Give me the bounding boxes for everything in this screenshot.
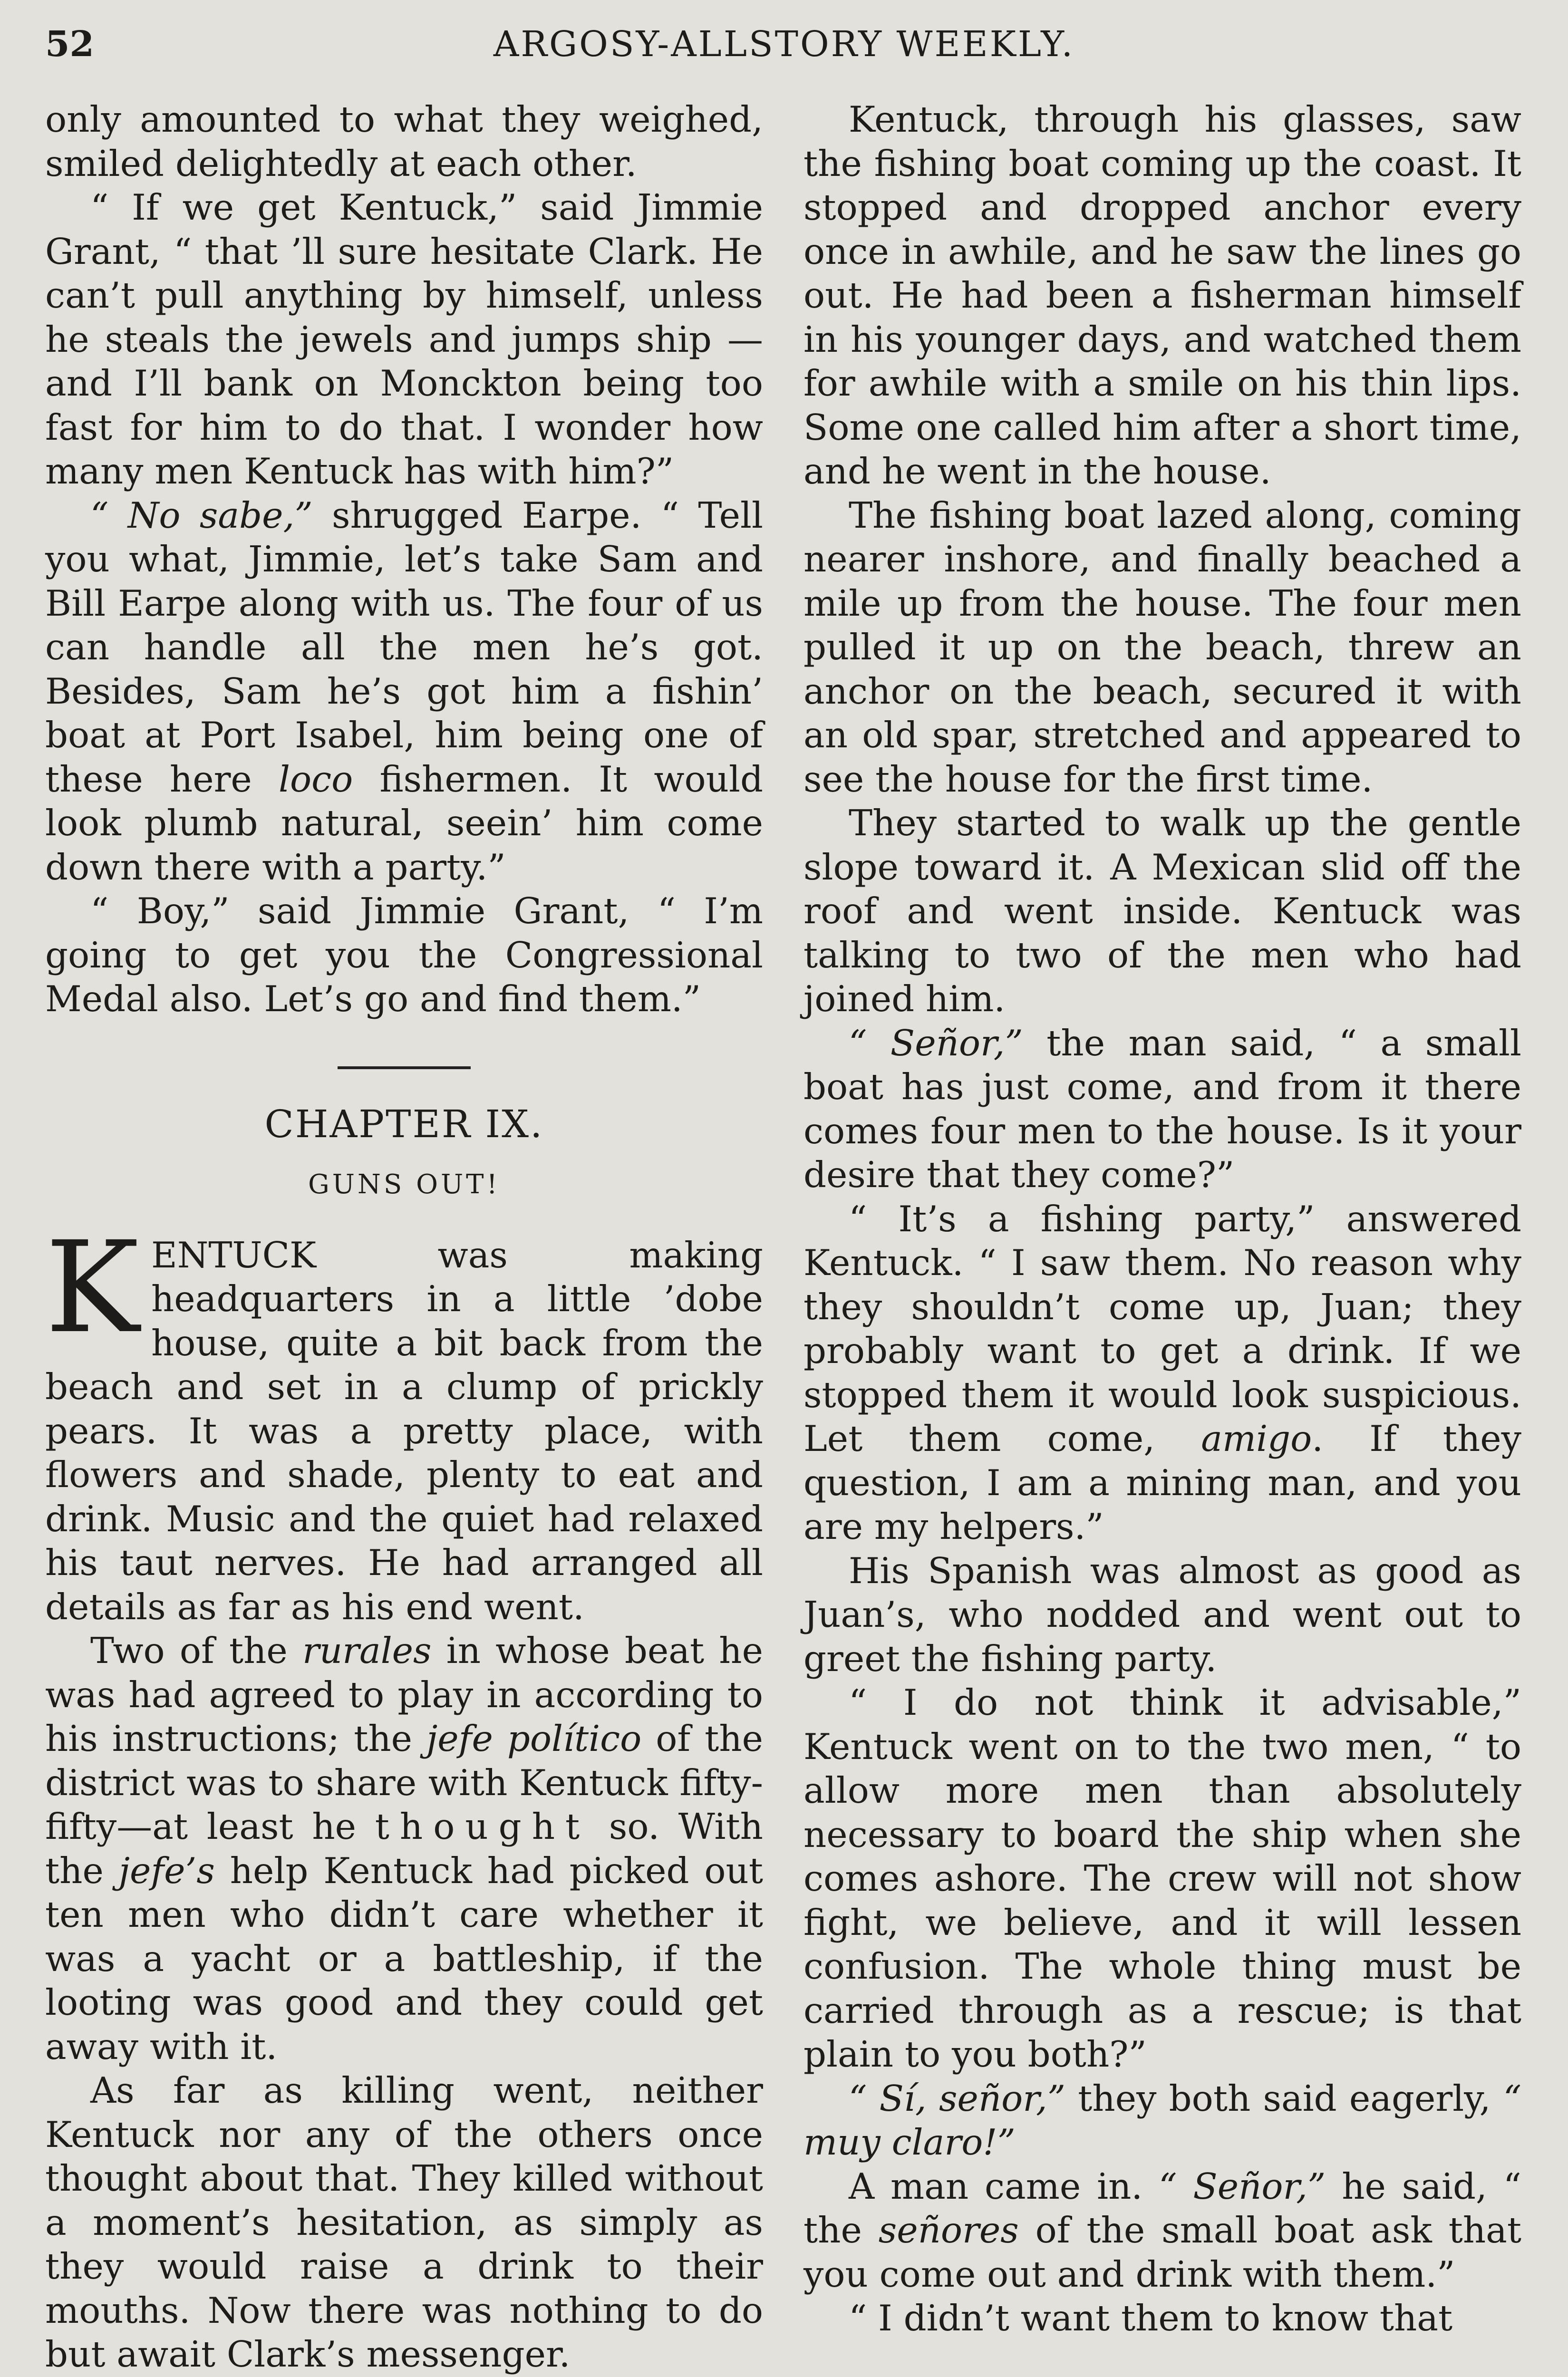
text-run: he said, “ the [803,2165,1522,2251]
italic-text: “ muy claro!” [803,2077,1521,2163]
magazine-title: ARGOSY-ALLSTORY WEEKLY. [493,24,1075,65]
text-run: shrugged Earpe. “ Tell you what, Jimmie, let’s take Sam and Bill Earpe along with us. The four of us can handle all the men he’s got. Besides, Sam he’s got him a fishin’ boat at Port Isabel, him being one of these here [45,494,763,800]
paragraph: only amounted to what they weighed, smiled delightedly at each other. [45,98,763,184]
italic-text: “ Señor,” [849,1022,1023,1064]
right-column [803,97,1521,2340]
section-divider [338,1066,471,1069]
paragraph [45,1214,763,1629]
paragraph [803,2077,1521,2164]
italic-text: loco [279,758,353,800]
paragraph: His Spanish was almost as good as Juan’s, who nodded and went out to greet the fishing party. [803,1549,1521,1680]
page-header [45,9,1523,80]
italic-text: jefe político [426,1718,642,1759]
text-run: of the small boat ask that you come out and drink with them.” [803,2209,1521,2295]
italic-text: señores [878,2209,1019,2251]
paragraph: “ If we get Kentuck,” said Jimmie Grant, “ that ’ll sure hesitate Clark. He can’t pull anything by himself, unless he steals the jewels and jumps ship —and I’ll bank on Monckton being too fast for him to do that. I wonder how many men Kentuck has with him?” [45,186,763,492]
spaced-text: thought [375,1806,590,1847]
paragraph: “ I do not think it advisable,” Kentuck went on to the two men, “ to allow more men than absolutely necessary to board the ship when she comes ashore. The crew will not show fight, we believe, and it will lessen confusion. The whole thing must be carried through as a rescue; is that plain to you both?” [803,1681,1521,2075]
italic-text: jefe’s [118,1849,215,1892]
italic-text: rurales [302,1630,432,1672]
text-run: Two of the [90,1630,302,1672]
paragraph: They started to walk up the gentle slope toward it. A Mexican slid off the roof and went inside. Kentuck was talking to two of the men who had joined him. [803,802,1521,1020]
text-run: in whose beat he was had agreed to play in according to his instructions; the [45,1630,763,1759]
text-run: “ It’s a fishing party,” answered Kentuck. “ I saw them. No reason why they shouldn’t come up, Juan; they probably want to get a drink. If we stopped them it would look suspicious. Let them come, [803,1198,1521,1459]
paragraph [803,2164,1521,2297]
paragraph [45,493,763,889]
paragraph: As far as killing went, neither Kentuck nor any of the others once thought about that. They killed without a moment’s hesitation, as simply as they would raise a drink to their mouths. Now there was nothing to do but await Clark’s messenger. [45,2069,763,2375]
chapter-subtitle: GUNS OUT! [308,1169,501,1200]
italic-text: “ Señor,” [1159,2165,1326,2207]
text-run: help Kentuck had picked out ten men who didn’t care whether it was a yacht or a battleship, if the looting was good and they could get away with it. [45,1849,764,2068]
paragraph: The fishing boat lazed along, coming nearer inshore, and finally beached a mile up from the house. The four men pulled it up on the beach, threw an anchor on the beach, secured it with an old spar, stretched and appeared to see the house for the first time. [803,494,1521,800]
text-run: so. With the [45,1806,763,1892]
left-column [45,97,763,2377]
paragraph: Kentuck, through his glasses, saw the fishing boat coming up the coast. It stopped and dropped anchor every once in awhile, and he saw the lines go out. He had been a fisherman himself in his younger days, and watched them for awhile with a smile on his thin lips. Some one called him after a short time, and he went in the house. [803,98,1521,492]
paragraph [803,1021,1521,1197]
text-run: they both said eagerly, [1065,2077,1503,2119]
italic-text: “ No sabe,” [90,494,313,536]
drop-cap: K [45,1214,139,1361]
page-number: 52 [45,24,94,65]
paragraph: “ I didn’t want them to know that [849,2297,1453,2339]
text-run: . If they question, I am a mining man, and you are my helpers.” [803,1418,1521,1547]
text-run: ENTUCK was making headquarters in a little ’dobe house, quite a bit back from the beach and set in a clump of prickly pears. It was a pretty place, with flowers and shade, plenty to eat and drink. Music and the quiet had relaxed his taut nerves. He had arranged all details as far as his end went. [45,1234,763,1628]
text-run: the man said, “ a small boat has just come, and from it there comes four men to the house. Is it your desire that they come?” [803,1022,1521,1196]
text-run: fishermen. It would look plumb natural, seein’ him come down there with a party.” [45,758,763,888]
italic-text: “ Sí, señor,” [849,2077,1066,2119]
paragraph [803,1197,1521,1549]
text-run: A man came in. [849,2165,1159,2207]
text-run: of the district was to share with Kentuck fifty-fifty—at least he [45,1718,764,1847]
italic-text: amigo [1201,1418,1312,1459]
chapter-title: CHAPTER IX. [264,1102,544,1146]
paragraph: “ Boy,” said Jimmie Grant, “ I’m going to get you the Congressional Medal also. Let’s go and find them.” [45,890,763,1020]
paragraph [45,1629,763,2068]
